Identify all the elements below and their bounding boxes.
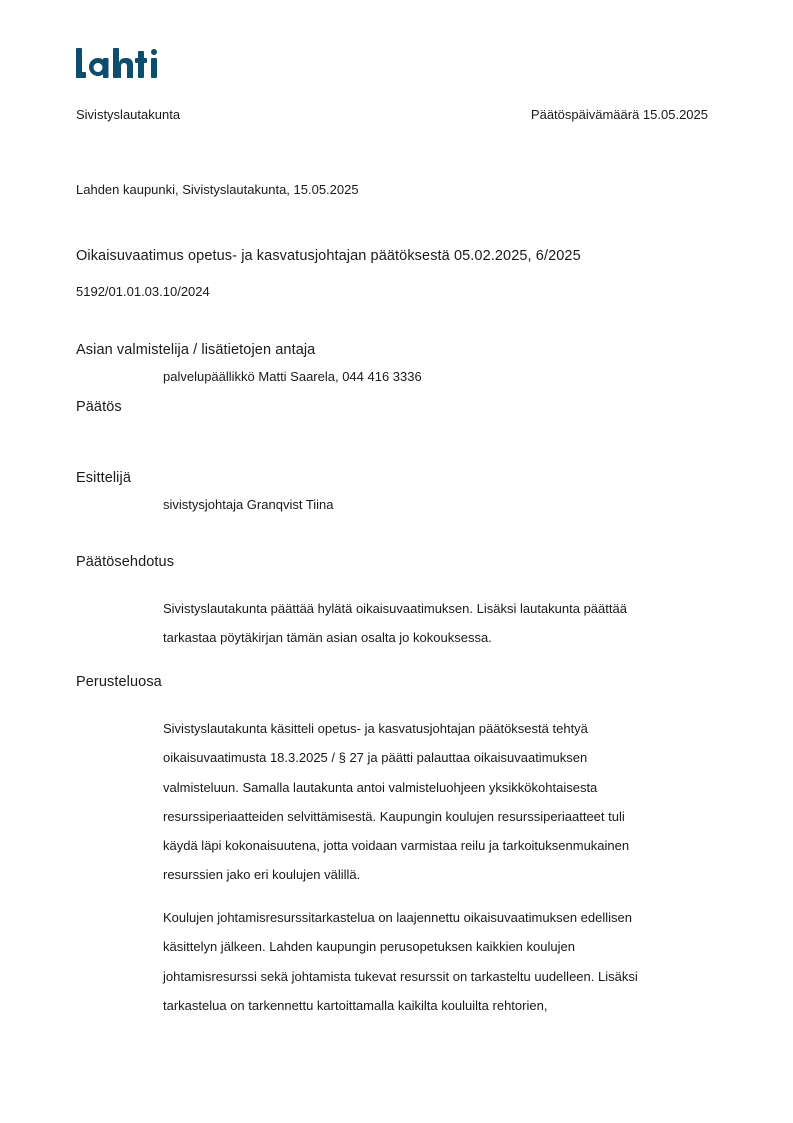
- board-name: Sivistyslautakunta: [76, 107, 181, 122]
- rationale-paragraph-1: [163, 714, 723, 890]
- proposal-text: [163, 594, 723, 653]
- lahti-logo: [76, 46, 166, 82]
- rationale-line: oikaisuvaatimusta 18.3.2025 / § 27 ja päätti palauttaa oikaisuvaatimuksen: [163, 750, 588, 766]
- rationale-line: valmisteluun. Samalla lautakunta antoi valmisteluohjeen yksikkökohtaisesta: [163, 779, 598, 795]
- subject-title: Oikaisuvaatimus opetus- ja kasvatusjohtajan päätöksestä 05.02.2025, 6/2025: [76, 248, 581, 264]
- proposal-heading: Päätösehdotus: [76, 554, 175, 570]
- rationale-line: Koulujen johtamisresurssitarkastelua on laajennettu oikaisuvaatimuksen edellisen: [163, 910, 632, 925]
- proposal-line: tarkastaa pöytäkirjan tämän asian osalta jo kokouksessa.: [163, 630, 492, 646]
- rationale-heading: Perusteluosa: [76, 674, 162, 690]
- rationale-line: Sivistyslautakunta käsitteli opetus- ja kasvatusjohtajan päätöksestä tehtyä: [163, 721, 588, 736]
- subject-reference: 5192/01.01.03.10/2024: [76, 284, 210, 299]
- rationale-line: käsittelyn jälkeen. Lahden kaupungin perusopetuksen kaikkien koulujen: [163, 939, 575, 955]
- meeting-line: Lahden kaupunki, Sivistyslautakunta, 15.05.2025: [76, 182, 359, 197]
- decision-heading: Päätös: [76, 399, 122, 415]
- rationale-line: resurssien jako eri koulujen välillä.: [163, 867, 361, 883]
- preparer-heading: Asian valmistelija / lisätietojen antaja: [76, 342, 316, 358]
- decision-date: Päätöspäivämäärä 15.05.2025: [530, 107, 708, 122]
- presenter-value: sivistysjohtaja Granqvist Tiina: [163, 497, 334, 512]
- lahti-logo-mark: [76, 46, 166, 82]
- proposal-line: Sivistyslautakunta päättää hylätä oikaisuvaatimuksen. Lisäksi lautakunta päättää: [163, 601, 627, 616]
- rationale-line: resurssiperiaatteiden selvittämisestä. Kaupungin koulujen resurssiperiaatteet tuli: [163, 808, 625, 824]
- rationale-line: johtamisresurssi sekä johtamista tukevat resurssit on tarkasteltu uudelleen. Lisäksi: [163, 968, 638, 984]
- rationale-paragraph-2: [163, 903, 723, 1020]
- rationale-line: tarkastelua on tarkennettu kartoittamalla kaikilta kouluilta rehtorien,: [163, 997, 548, 1013]
- presenter-heading: Esittelijä: [76, 470, 131, 486]
- preparer-value: palvelupäällikkö Matti Saarela, 044 416 3336: [163, 369, 422, 384]
- rationale-line: käydä läpi kokonaisuutena, jotta voidaan varmistaa reilu ja tarkoituksenmukainen: [163, 838, 630, 854]
